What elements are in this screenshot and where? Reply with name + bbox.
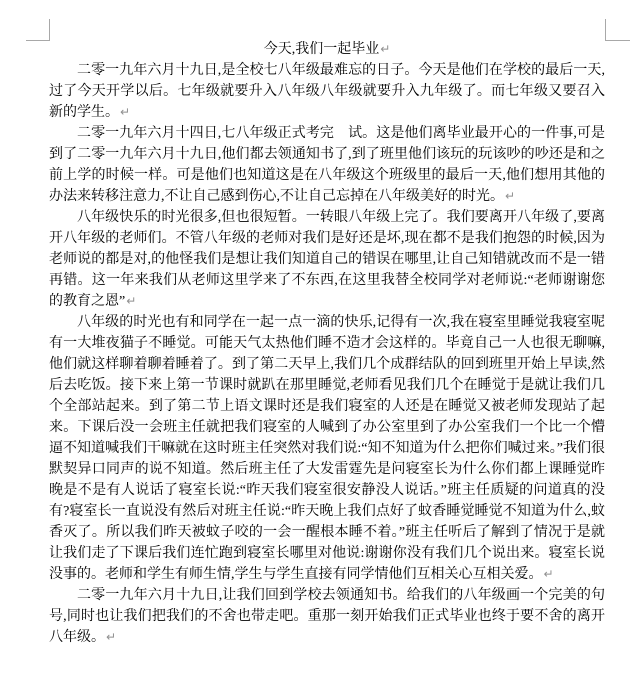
document-title-text: 今天,我们一起毕业 <box>263 42 380 57</box>
paragraph-mark-icon: ↵ <box>543 567 554 581</box>
paragraph-mark-icon: ↵ <box>505 189 516 203</box>
essay-paragraph-1[interactable] <box>49 60 605 123</box>
paragraph-mark-icon: ↵ <box>106 630 117 644</box>
paragraph-mark-icon: ↵ <box>380 42 391 56</box>
paragraph-text: 二零一九年六月十九日,让我们回到学校去领通知书。给我们的八年级画一个完美的句号,同时也让我们把我们的不舍也带走吧。重那一刻开始我们正式毕业也终于要不舍的离开八年级。 <box>49 588 605 645</box>
essay-paragraph-3[interactable] <box>49 207 605 312</box>
essay-paragraph-4[interactable] <box>49 312 605 585</box>
margin-crop-mark-top-left-icon <box>26 19 50 41</box>
paragraph-text: 八年级的时光也有和同学在一起一点一滴的快乐,记得有一次,我在寝室里睡觉我寝室呢有一大堆夜猫子不睡觉。可能天气太热他们睡不造才会这样的。毕竟自己一人也很无聊嘛,他们就这样聊着聊着睡着了。到了第二天早上,我们几个成群结队的回到班里开始上早读,然后去吃饭。接下来上第一节课时就趴在那里睡觉,老师看见我们几个在睡觉于是就让我们几个全部站起来。到了第二节上语文课时还是我们寝室的人还是在睡觉又被老师发现站了起来。下课后没一会班主任就把我们寝室的人喊到了办公室里到了办公室我们一个比一个懵逼不知道喊我们干嘛就在这时班主任突然对我们说:“知不知道为什么把你们喊过来。”我们很默契异口同声的说不知道。然后班主任了大发雷霆先是问寝室长为什么你们都上课睡觉昨晚是不是有人说话了寝室长说:“昨天我们寝室很安静没人说话。”班主任质疑的问道真的没有?寝室长一直说没有然后对班主任说:“昨天晚上我们点好了蚊香睡觉睡觉不知道为什么,蚊香灭了。所以我们昨天被蚊子咬的一会一醒根本睡不着。”班主任听后了解到了情况于是就让我们走了下课后我们连忙跑到寝室长哪里对他说:谢谢你没有我们几个说出来。寝室长说没事的。老师和学生有师生情,学生与学生直接有同学情他们互相关心互相关爱。 <box>49 315 605 582</box>
margin-crop-mark-top-right-icon <box>605 19 630 41</box>
paragraph-mark-icon: ↵ <box>126 294 137 308</box>
paragraph-text: 二零一九年六月十九日,是全校七八年级最难忘的日子。今天是他们在学校的最后一天,过了今天开学以后。七年级就要升入八年级八年级就要升入九年级了。而七年级又要召入新的学生。 <box>49 63 605 120</box>
paragraph-mark-icon: ↵ <box>120 105 131 119</box>
paragraph-text: 二零一九年六月十四日,七八年级正式考完 试。这是他们离毕业最开心的一件事,可是到了二零一九年六月十九日,他们都去领通知书了,到了班里他们该玩的玩该吵的吵还是和之前上学的时候一样。可是他们也知道这是在八年级这个班级里的最后一天,他们想用其他的办法来转移注意力,不让自己感到伤心,不让自己忘掉在八年级美好的时光。 <box>49 126 605 204</box>
document-body[interactable] <box>49 39 605 648</box>
paragraph-text: 八年级快乐的时光很多,但也很短暂。一转眼八年级上完了。我们要离开八年级了,要离开八年级的老师们。不管八年级的老师对我们是好还是坏,现在都不是我们抱怨的时候,因为老师说的都是对,的他怪我们是想让我们知道自己的错误在哪里,让自己知错就改而不是一错再错。这一年来我们从老师这里学来了不东西,在这里我替全校同学对老师说:“老师谢谢您的教育之恩” <box>49 210 605 309</box>
document-title[interactable] <box>49 39 605 60</box>
essay-paragraph-5[interactable] <box>49 585 605 648</box>
essay-paragraph-2[interactable] <box>49 123 605 207</box>
